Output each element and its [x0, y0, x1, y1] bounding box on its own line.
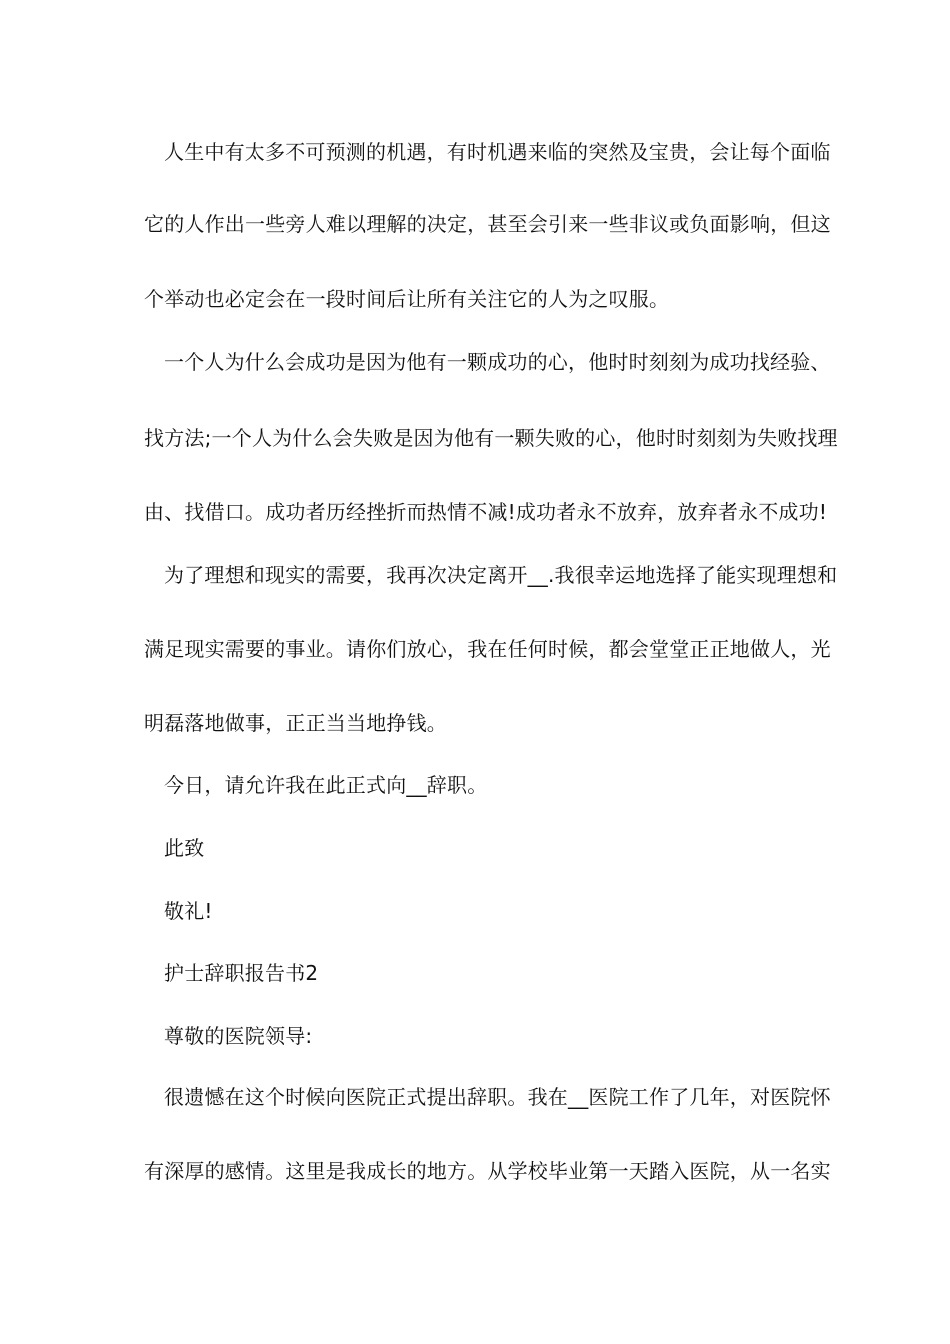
paragraph-3-line-1: 为了理想和现实的需要，我再次决定离开__.我很幸运地选择了能实现理想和 [164, 563, 838, 587]
paragraph-2-line-1: 一个人为什么会成功是因为他有一颗成功的心，他时时刻刻为成功找经验、 [164, 350, 831, 374]
closing-regards: 敬礼! [164, 899, 213, 923]
section-title: 护士辞职报告书2 [164, 961, 319, 985]
paragraph-3-line-3: 明磊落地做事，正正当当地挣钱。 [144, 711, 447, 735]
paragraph-5-line-2: 有深厚的感情。这里是我成长的地方。从学校毕业第一天踏入医院，从一名实 [144, 1159, 831, 1183]
paragraph-2-line-3: 由、找借口。成功者历经挫折而热情不减!成功者永不放弃，放弃者永不成功! [144, 500, 828, 524]
paragraph-3-line-2: 满足现实需要的事业。请你们放心，我在任何时候，都会堂堂正正地做人，光 [144, 637, 831, 661]
paragraph-2-line-2: 找方法;一个人为什么会失败是因为他有一颗失败的心，他时时刻刻为失败找理 [144, 426, 838, 450]
paragraph-1-line-3: 个举动也必定会在一段时间后让所有关注它的人为之叹服。 [144, 287, 670, 311]
paragraph-1-line-2: 它的人作出一些旁人难以理解的决定，甚至会引来一些非议或负面影响，但这 [144, 212, 831, 236]
paragraph-4: 今日，请允许我在此正式向__辞职。 [164, 773, 488, 797]
letter-greeting: 尊敬的医院领导: [164, 1024, 313, 1048]
closing-salutation: 此致 [164, 836, 205, 860]
paragraph-1-line-1: 人生中有太多不可预测的机遇，有时机遇来临的突然及宝贵，会让每个面临 [164, 140, 831, 164]
paragraph-5-line-1: 很遗憾在这个时候向医院正式提出辞职。我在__医院工作了几年，对医院怀 [164, 1085, 831, 1109]
